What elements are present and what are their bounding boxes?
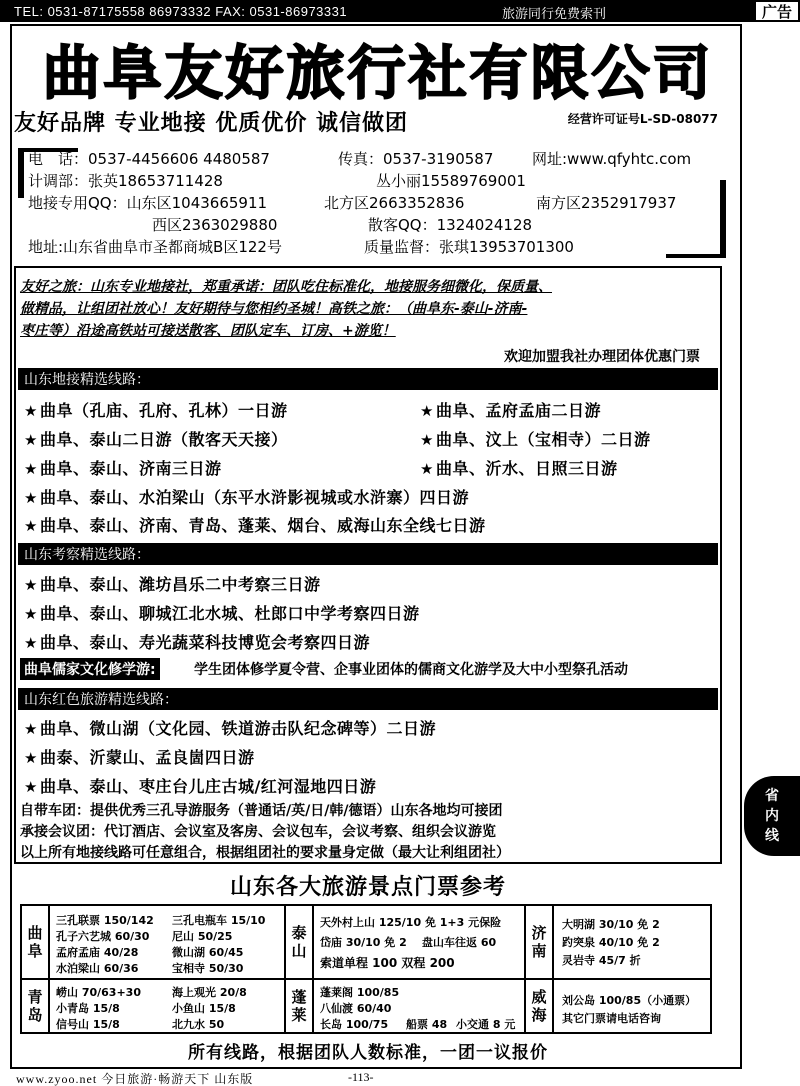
star-icon: ★: [24, 489, 38, 507]
intro-line: 枣庄等）沿途高铁站可接送散客、团队定车、订房、+游览！: [20, 323, 396, 339]
corner-decor: [18, 148, 24, 198]
service-line: 以上所有地接线路可任意组合，根据组团社的要求量身定做（最大让利组团社）: [20, 845, 510, 861]
top-contact: TEL: 0531-87175558 86973332 FAX: 0531-86973331: [14, 3, 348, 19]
ticket-item: 蓬莱阁 100/85: [320, 986, 400, 999]
ticket-item: 三孔联票 150/142: [56, 914, 154, 927]
intro-line: 做精品，让组团社放心！友好期待与您相约圣城！高铁之旅：（曲阜东-泰山-济南-: [20, 301, 528, 317]
star-icon: ★: [24, 720, 38, 738]
route-item: ★ 曲阜、泰山、潍坊昌乐二中考察三日游: [24, 575, 321, 594]
star-icon: ★: [24, 517, 38, 535]
section-red: 山东红色旅游精选线路：: [18, 688, 718, 710]
star-icon: ★: [420, 402, 434, 420]
contact-phone: 电 话：0537-4456606 4480587: [28, 150, 270, 168]
contact-planning-2: 丛小丽15589769001: [376, 172, 526, 190]
route-item: ★ 曲阜、泰山、枣庄台儿庄古城/红河湿地四日游: [24, 777, 377, 796]
contact-qq-west: 西区2363029880: [152, 216, 278, 234]
region-penglai: 蓬莱: [291, 988, 307, 1024]
ticket-item: 八仙渡 60/40: [320, 1002, 392, 1015]
ticket-item: 孔子六艺城 60/30: [56, 930, 150, 943]
contact-fax: 传真：0537-3190587: [338, 150, 494, 168]
top-note: 旅游同行免费索刊: [502, 6, 607, 21]
contact-qq-individual: 散客QQ：1324024128: [368, 216, 533, 234]
ticket-item: 盘山车往返 60: [422, 936, 497, 949]
page-number: -113-: [348, 1070, 374, 1084]
star-icon: ★: [420, 431, 434, 449]
star-icon: ★: [24, 460, 38, 478]
ticket-item: 海上观光 20/8: [172, 986, 247, 999]
pricing-note: 所有线路，根据团队人数标准，一团一议报价: [188, 1043, 548, 1063]
ticket-item: 崂山 70/63+30: [56, 986, 141, 999]
section-inspect: 山东考察精选线路：: [18, 543, 718, 565]
contact-planning: 计调部：张英18653711428: [28, 172, 223, 190]
ticket-item: 天外村上山 125/10 免 1+3 元保险: [320, 916, 502, 929]
contact-qq-north: 北方区2663352836: [324, 194, 465, 212]
ticket-item: 北九水 50: [172, 1018, 225, 1031]
section-local: 山东地接精选线路：: [18, 368, 718, 390]
ticket-item: 其它门票请电话咨询: [562, 1012, 661, 1025]
company-title: 曲阜友好旅行社有限公司: [42, 39, 714, 107]
contact-quality: 质量监督：张琪13953701300: [364, 238, 574, 256]
route-item: ★ 曲阜、泰山、寿光蔬菜科技博览会考察四日游: [24, 633, 370, 652]
table-divider: [22, 978, 710, 980]
route-item: ★ 曲泰、沂蒙山、孟良崮四日游: [24, 748, 255, 767]
star-icon: ★: [24, 576, 38, 594]
contact-website[interactable]: 网址:www.qfyhtc.com: [532, 150, 692, 168]
contact-box: [18, 140, 726, 260]
study-tour-tag: 曲阜儒家文化修学游:: [20, 658, 160, 680]
region-weihai: 威海: [531, 988, 547, 1024]
star-icon: ★: [24, 634, 38, 652]
star-icon: ★: [24, 749, 38, 767]
route-item: ★ 曲阜、泰山、聊城江北水城、杜郎口中学考察四日游: [24, 604, 420, 623]
ticket-item: 小青岛 15/8: [56, 1002, 120, 1015]
table-divider: [552, 906, 554, 1032]
ticket-item: 船票 48: [406, 1018, 448, 1031]
ad-badge: 广告: [754, 0, 800, 22]
route-item: ★ 曲阜、泰山、水泊梁山（东平水浒影视城或水浒寨）四日游: [24, 488, 469, 507]
route-item: ★ 曲阜、泰山二日游（散客天天接）: [24, 430, 288, 449]
tickets-title: 山东各大旅游景点门票参考: [229, 874, 506, 900]
star-icon: ★: [24, 605, 38, 623]
star-icon: ★: [24, 402, 38, 420]
ticket-item: 水泊梁山 60/36: [56, 962, 139, 975]
ticket-item: 宝相寺 50/30: [172, 962, 244, 975]
corner-decor: [666, 254, 726, 258]
region-qufu: 曲阜: [27, 924, 43, 960]
contact-qq-south: 南方区2352917937: [536, 194, 677, 212]
ticket-item: 灵岩寺 45/7 折: [562, 954, 641, 967]
service-line: 承接会议团：代订酒店、会议室及客房、会议包车，会议考察、组织会议游览: [20, 824, 496, 840]
route-item: ★ 曲阜、沂水、日照三日游: [420, 459, 618, 478]
contact-qq-shandong: 地接专用QQ：山东区1043665911: [28, 194, 268, 212]
ticket-item: 长岛 100/75: [320, 1018, 389, 1031]
side-tab-province: 省 内 线: [744, 776, 800, 856]
company-slogan: 友好品牌 专业地接 优质优价 诚信做团: [14, 110, 408, 136]
ticket-item: 信号山 15/8: [56, 1018, 120, 1031]
region-jinan: 济南: [531, 924, 547, 960]
ticket-item: 大明湖 30/10 免 2: [562, 918, 660, 931]
ticket-item: 索道单程 100 双程 200: [320, 956, 455, 970]
route-item: ★ 曲阜、泰山、济南三日游: [24, 459, 222, 478]
welcome-note: 欢迎加盟我社办理团体优惠门票: [504, 349, 700, 365]
corner-decor: [720, 180, 726, 258]
study-tour-text: 学生团体修学夏令营、企事业团体的儒商文化游学及大中小型祭孔活动: [194, 662, 628, 678]
contact-address: 地址:山东省曲阜市圣都商城B区122号: [28, 238, 282, 256]
star-icon: ★: [24, 778, 38, 796]
route-item: ★ 曲阜、汶上（宝相寺）二日游: [420, 430, 651, 449]
region-taishan: 泰山: [291, 924, 307, 960]
ticket-item: 三孔电瓶车 15/10: [172, 914, 266, 927]
ticket-item: 孟府孟庙 40/28: [56, 946, 139, 959]
top-bar: [0, 0, 800, 22]
page-footer: [0, 1068, 800, 1086]
table-divider: [312, 906, 314, 1032]
ticket-item: 微山湖 60/45: [172, 946, 244, 959]
region-qingdao: 青岛: [27, 988, 43, 1024]
ticket-item: 尼山 50/25: [172, 930, 233, 943]
ticket-item: 趵突泉 40/10 免 2: [562, 936, 660, 949]
intro-line: 友好之旅：山东专业地接社，郑重承诺：团队吃住标准化，地接服务细微化，保质量、: [20, 279, 552, 295]
ticket-item: 小鱼山 15/8: [172, 1002, 236, 1015]
table-divider: [48, 906, 50, 1032]
star-icon: ★: [24, 431, 38, 449]
intro-text: [20, 276, 714, 342]
route-item: ★ 曲阜、泰山、济南、青岛、蓬莱、烟台、威海山东全线七日游: [24, 516, 486, 535]
license-number: 经营许可证号L-SD-08077: [567, 112, 718, 126]
route-item: ★ 曲阜、孟府孟庙二日游: [420, 401, 601, 420]
ticket-item: 刘公岛 100/85（小通票）: [562, 994, 697, 1007]
route-item: ★ 曲阜（孔庙、孔府、孔林）一日游: [24, 401, 288, 420]
service-line: 自带车团：提供优秀三孔导游服务（普通话/英/日/韩/德语）山东各地均可接团: [20, 803, 503, 819]
ticket-item: 岱庙 30/10 免 2: [320, 936, 407, 949]
ticket-item: 小交通 8 元: [456, 1018, 516, 1031]
star-icon: ★: [420, 460, 434, 478]
route-item: ★ 曲阜、微山湖（文化园、铁道游击队纪念碑等）二日游: [24, 719, 436, 738]
footer-source: www.zyoo.net 今日旅游·畅游天下 山东版: [16, 1072, 254, 1086]
ticket-table: [20, 904, 712, 1034]
